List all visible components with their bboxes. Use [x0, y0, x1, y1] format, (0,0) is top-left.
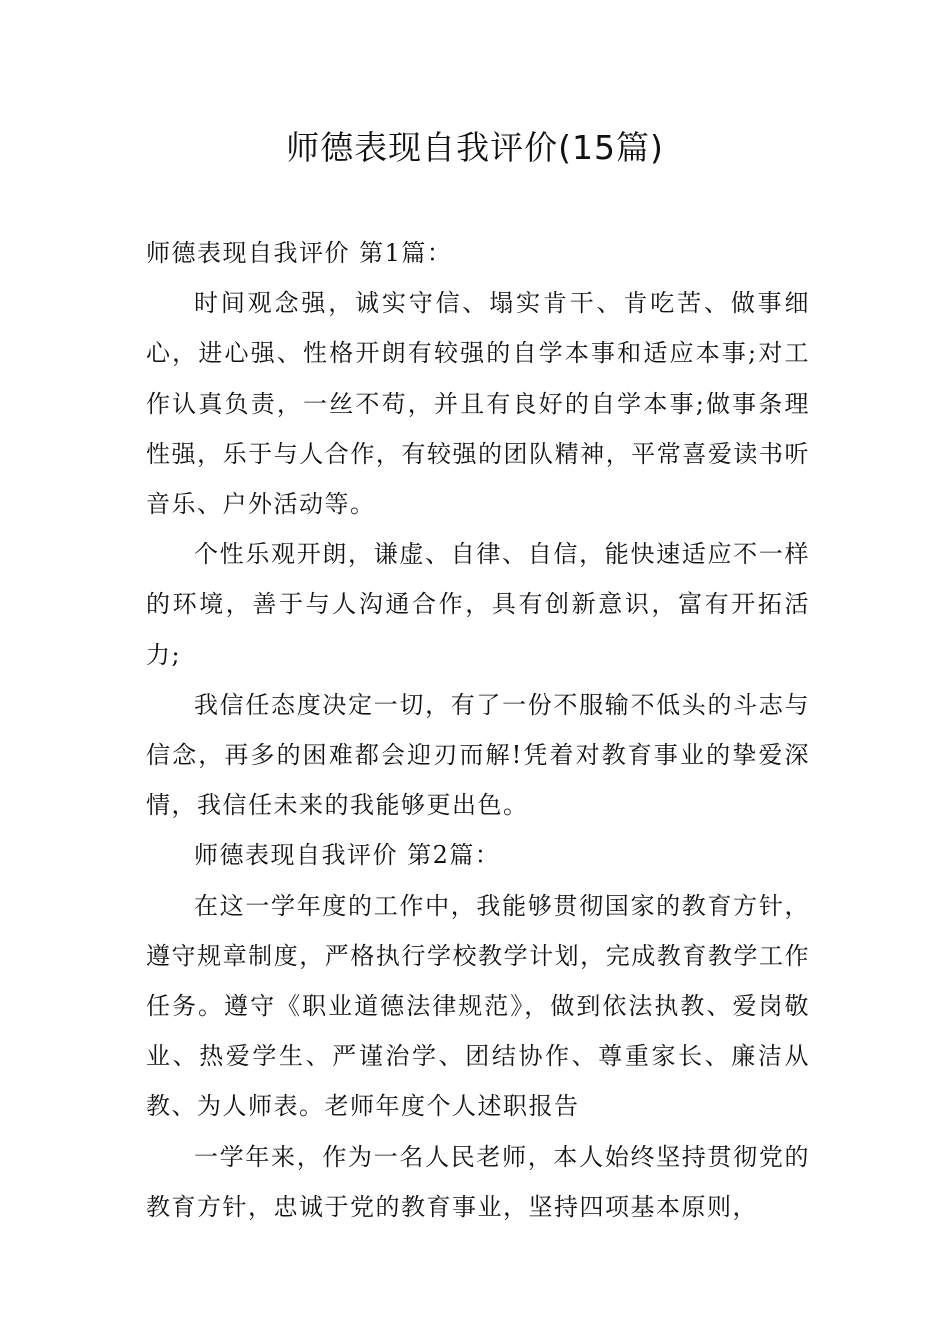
paragraph: 时间观念强，诚实守信、塌实肯干、肯吃苦、做事细心，进心强、性格开朗有较强的自学本事和适应本事;对工作认真负责，一丝不苟，并且有良好的自学本事;做事条理性强，乐于与人合作，有较强的团队精神，平常喜爱读书听音乐、户外活动等。 — [146, 289, 810, 519]
section-heading-1: 师德表现自我评价 第1篇： — [146, 239, 453, 267]
document-title: 师德表现自我评价(15篇) — [286, 128, 664, 167]
paragraph: 我信任态度决定一切，有了一份不服输不低头的斗志与信念，再多的困难都会迎刃而解!凭着对教育事业的挚爱深情，我信任未来的我能够更出色。 — [146, 690, 810, 820]
paragraph: 在这一学年度的工作中，我能够贯彻国家的教育方针，遵守规章制度，严格执行学校教学计划，完成教育教学工作任务。遵守《职业道德法律规范》，做到依法执教、爱岗敬业、热爱学生、严谨治学、团结协作、尊重家长、廉洁从教、为人师表。老师年度个人述职报告 — [146, 891, 810, 1121]
document-body — [146, 228, 810, 1232]
section-heading-2: 师德表现自我评价 第2篇： — [194, 841, 501, 870]
paragraph: 个性乐观开朗，谦虚、自律、自信，能快速适应不一样的环境，善于与人沟通合作，具有创新意识，富有开拓活力; — [146, 540, 810, 669]
paragraph: 一学年来，作为一名人民老师，本人始终坚持贯彻党的教育方针，忠诚于党的教育事业，坚持四项基本原则， — [146, 1142, 810, 1221]
